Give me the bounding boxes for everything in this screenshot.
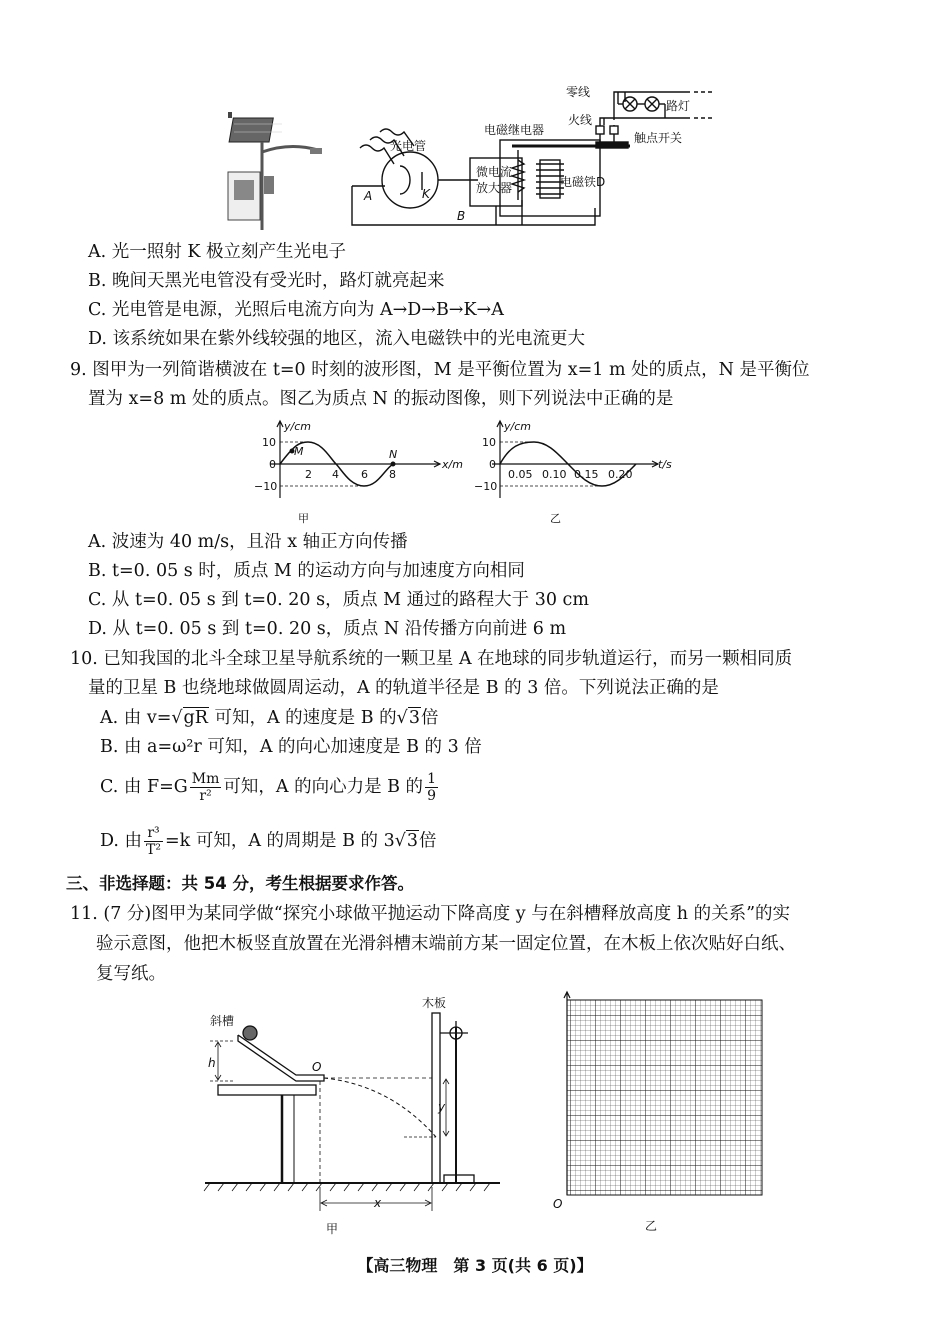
- photocell-label: 光电管: [390, 139, 427, 153]
- circuit-diagram: [352, 92, 712, 225]
- q9-stem-line1: 9. 图甲为一列简谐横波在 t=0 时刻的波形图，M 是平衡位置为 x=1 m 处的质点，N 是平衡位: [70, 360, 810, 380]
- terminal-b-label: B: [457, 209, 466, 223]
- kepler-fraction: $\frac{\text{r³}}{\text{T²}}$: [146, 825, 161, 858]
- jia-ytick-0: 0: [269, 458, 276, 471]
- section-3-heading: 三、非选择题：共 54 分，考生根据要求作答。: [66, 874, 414, 893]
- electrode-a-label: A: [364, 189, 373, 203]
- amplifier-label-2: 放大器: [476, 181, 513, 195]
- yi-xlabel: t/s: [658, 458, 672, 471]
- q11-line2: 验示意图，他把木板竖直放置在光滑斜槽末端前方某一固定位置，在木板上依次贴好白纸、: [96, 934, 796, 954]
- q11-line3: 复写纸。: [96, 964, 166, 984]
- q8-option-d: D. 该系统如果在紫外线较强的地区，流入电磁铁中的光电流更大: [88, 329, 586, 349]
- chute-label: 斜槽: [210, 1014, 235, 1028]
- jia-xtick-8: 8: [389, 468, 396, 481]
- electrode-k-label: K: [422, 187, 430, 201]
- jia-xtick-6: 6: [361, 468, 368, 481]
- jia-m-label: M: [294, 445, 304, 458]
- q10-stem-line1: 10. 已知我国的北斗全球卫星导航系统的一颗卫星 A 在地球的同步轨道运行，而另一颗相同质: [70, 649, 793, 669]
- q10-option-b: B. 由 a=ω²r 可知，A 的向心加速度是 B 的 3 倍: [100, 737, 482, 757]
- h-label: h: [208, 1056, 216, 1070]
- one-ninth-fraction: $\frac{1}{9}$: [427, 771, 436, 804]
- contact-switch-label: 触点开关: [634, 131, 683, 145]
- grid-area: [567, 1000, 762, 1195]
- q9-option-b: B. t=0. 05 s 时，质点 M 的运动方向与加速度方向相同: [88, 561, 525, 581]
- jia-xtick-4: 4: [332, 468, 339, 481]
- yi-xtick-015: 0.15: [574, 468, 599, 481]
- yi-ylabel: y/cm: [504, 420, 531, 433]
- origin-o-label: O: [312, 1060, 322, 1074]
- q10-stem-line2: 量的卫星 B 也绕地球做圆周运动，A 的轨道半径是 B 的 3 倍。下列说法正确的是: [88, 678, 719, 698]
- q9-option-a: A. 波速为 40 m/s，且沿 x 轴正方向传播: [88, 532, 408, 552]
- q10-option-d: D. 由 $\frac{\text{r³}}{\text{T²}}$ =k 可知，A 的周期是 B 的 3√3倍: [100, 825, 437, 858]
- q9-option-c: C. 从 t=0. 05 s 到 t=0. 20 s，质点 M 通过的路程大于 30 cm: [88, 590, 589, 610]
- q8-option-b: B. 晚间天黑光电管没有受光时，路灯就亮起来: [88, 271, 445, 291]
- electromagnet-label: 电磁铁D: [560, 175, 606, 189]
- street-lamp-photo: [228, 112, 322, 230]
- grid-origin-label: O: [553, 1197, 563, 1211]
- q8-option-a: A. 光一照射 K 极立刻产生光电子: [88, 242, 346, 262]
- point-n: [391, 462, 396, 467]
- relay-label: 电磁继电器: [484, 123, 545, 137]
- amplifier-label-1: 微电流: [476, 165, 513, 179]
- yi-ytick-0: 0: [489, 458, 496, 471]
- q10-option-c: C. 由 F=G $\frac{Mm}{\text{r²}}$ 可知，A 的向心力是 B 的 $\frac{1}{9}$: [100, 771, 436, 804]
- jia-xtick-2: 2: [305, 468, 312, 481]
- wave-graph-jia: [250, 418, 470, 528]
- page-footer: 【高三物理 第 3 页(共 6 页)】: [357, 1256, 593, 1275]
- vibration-graph-yi: [470, 418, 690, 528]
- grid-paper-figure: [545, 990, 775, 1240]
- jia-ytick-10: 10: [262, 436, 276, 449]
- yi-ytick-neg10: −10: [474, 480, 498, 493]
- q11-line1: 11. (7 分)图甲为某同学做“探究小球做平抛运动下降高度 y 与在斜槽释放高度 h 的关系”的实: [70, 904, 791, 924]
- yi-xtick-020: 0.20: [608, 468, 633, 481]
- fig-jia-caption: 甲: [326, 1222, 339, 1236]
- jia-xlabel: x/m: [442, 458, 463, 471]
- neutral-wire-label: 零线: [566, 85, 591, 99]
- jia-ylabel: y/cm: [284, 420, 311, 433]
- projectile-setup-figure: [200, 985, 520, 1240]
- board-label: 木板: [422, 996, 447, 1010]
- yi-ytick-10: 10: [482, 436, 496, 449]
- q9-stem-line2: 置为 x=8 m 处的质点。图乙为质点 N 的振动图像，则下列说法中正确的是: [88, 389, 674, 409]
- q10-option-a: A. 由 v=√gR 可知，A 的速度是 B 的√3倍: [100, 708, 439, 728]
- jia-ytick-neg10: −10: [254, 480, 278, 493]
- yi-xtick-005: 0.05: [508, 468, 533, 481]
- q9-option-d: D. 从 t=0. 05 s 到 t=0. 20 s，质点 N 沿传播方向前进 6 m: [88, 619, 567, 639]
- live-wire-label: 火线: [568, 113, 593, 127]
- jia-caption: 甲: [298, 512, 309, 525]
- lamp-label: 路灯: [666, 99, 691, 113]
- x-label: x: [374, 1196, 382, 1210]
- jia-n-label: N: [389, 448, 398, 461]
- photocell-circuit-figure: [200, 80, 720, 240]
- force-fraction: $\frac{Mm}{\text{r²}}$: [191, 771, 220, 804]
- yi-xtick-010: 0.10: [542, 468, 567, 481]
- yi-caption: 乙: [550, 512, 561, 525]
- q8-option-c: C. 光电管是电源，光照后电流方向为 A→D→B→K→A: [88, 300, 504, 320]
- fig-yi-caption: 乙: [645, 1219, 658, 1233]
- y-label: y: [438, 1100, 446, 1114]
